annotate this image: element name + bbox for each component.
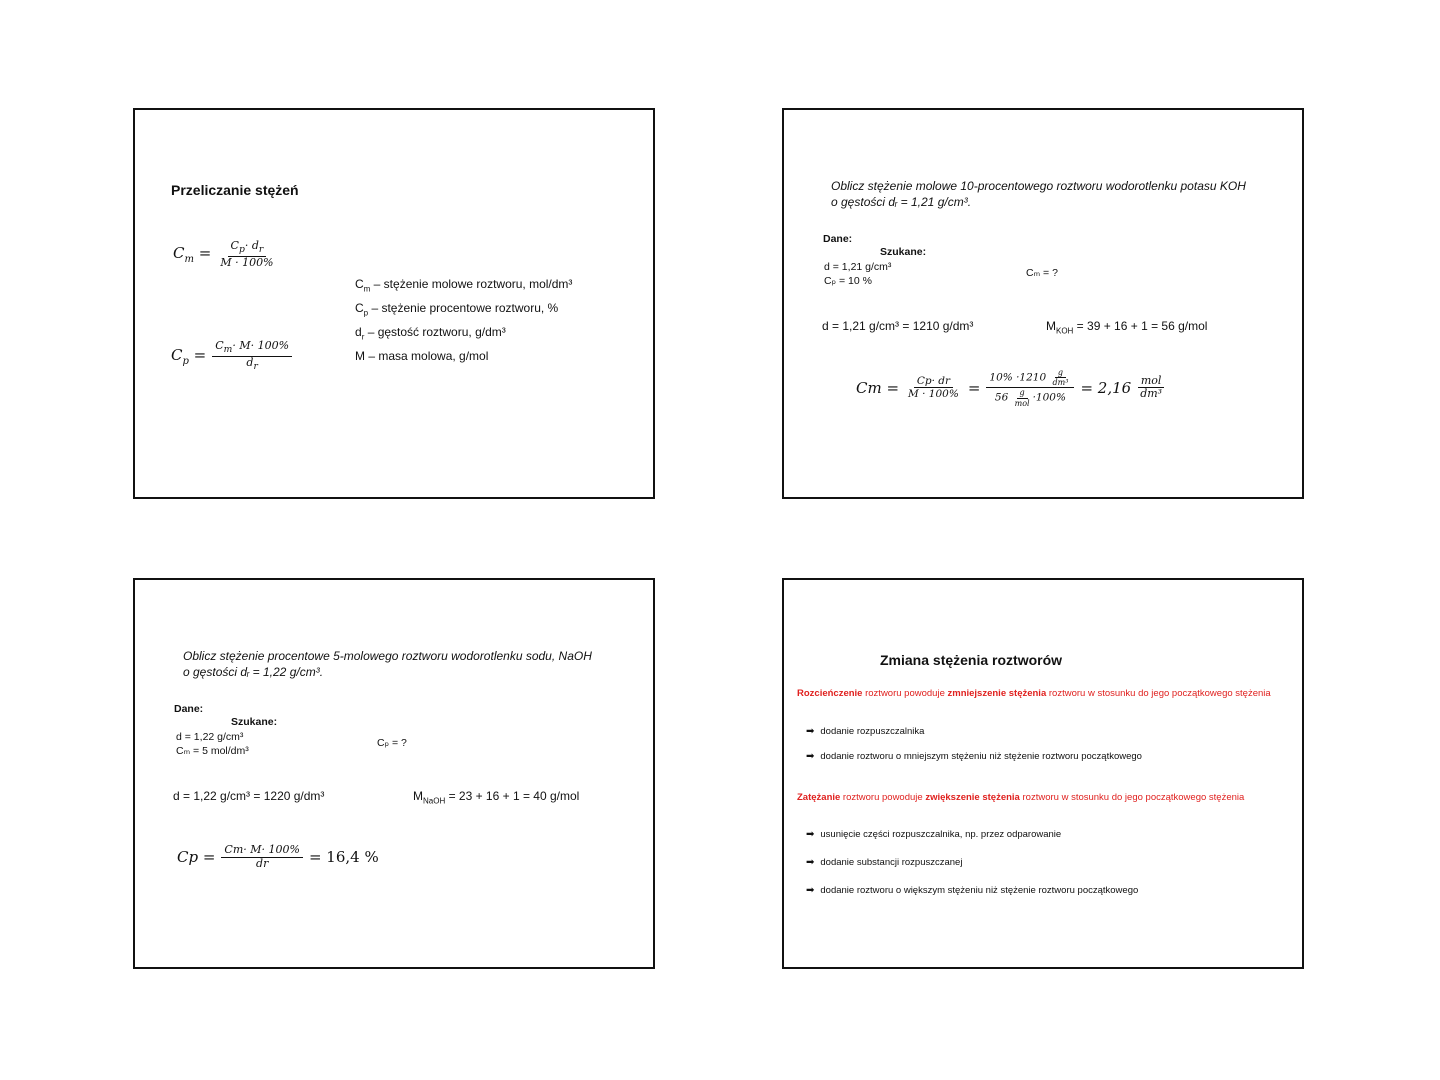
density-conversion: d = 1,22 g/cm³ = 1220 g/dm³ bbox=[173, 789, 325, 803]
list-item: ➡ dodanie substancji rozpuszczanej bbox=[806, 857, 963, 868]
formula-cm: $C_m$ = $\frac{C_p\cdot d_r}{M \cdot 100\%}$ bbox=[173, 239, 274, 269]
wanted-value: Cₚ = ? bbox=[377, 737, 407, 749]
legend-item: $C_p$ – stężenie procentowe roztworu, % bbox=[355, 300, 559, 318]
symbol-legend bbox=[355, 275, 572, 371]
slide-title: Przeliczanie stężeń bbox=[171, 182, 299, 198]
given-values: d = 1,22 g/cm³ Cₘ = 5 mol/dm³ bbox=[176, 731, 249, 757]
list-item: ➡ dodanie roztworu o mniejszym stężeniu niż stężenie roztworu początkowego bbox=[806, 751, 1142, 762]
density-conversion: d = 1,21 g/cm³ = 1210 g/dm³ bbox=[822, 319, 974, 333]
arrow-right-icon: ➡ bbox=[806, 885, 815, 896]
task-text: Oblicz stężenie molowe 10-procentowego roztworu wodorotlenku potasu KOH o gęstości dᵣ = 1,21 g/cm³. bbox=[831, 179, 1246, 209]
calculation: Cm = $\frac{Cp\cdot dr}{M \cdot 100\%}$ = 10% ·1210 $\frac{g}{\text{dm³}}$ 56 $\frac{g}{\text{mol}}$ ·100% = 2,16 $\frac{\text{mol}}{\text{dm³}}$ bbox=[856, 368, 1165, 408]
legend-item: M – masa molowa, g/mol bbox=[355, 348, 489, 363]
concentration-definition: Zatężanie roztworu powoduje zwiększenie stężenia roztworu w stosunku do jego początkowego stężenia bbox=[797, 792, 1245, 803]
slide-title: Zmiana stężenia roztworów bbox=[880, 652, 1063, 668]
legend-item: $C_m$ – stężenie molowe roztworu, mol/dm³ bbox=[355, 277, 573, 294]
arrow-right-icon: ➡ bbox=[806, 829, 815, 840]
given-values: d = 1,21 g/cm³ Cₚ = 10 % bbox=[824, 261, 892, 287]
arrow-right-icon: ➡ bbox=[806, 726, 815, 737]
slide-percent-concentration-example bbox=[133, 578, 655, 969]
given-label: Dane: bbox=[823, 233, 853, 245]
dilution-definition: Rozcieńczenie roztworu powoduje zmniejszenie stężenia roztworu w stosunku do jego początkowego stężenia bbox=[797, 688, 1271, 699]
given-label: Dane: bbox=[174, 703, 204, 715]
list-item: ➡ usunięcie części rozpuszczalnika, np. przez odparowanie bbox=[806, 829, 1062, 840]
formula-cp: $C_p$ = $\frac{C_m\cdot M\cdot 100\%}{d_r}$ bbox=[171, 340, 292, 372]
slide-concentration-conversion bbox=[133, 108, 655, 499]
list-item: ➡ dodanie roztworu o większym stężeniu niż stężenie roztworu początkowego bbox=[806, 885, 1139, 896]
task-text: Oblicz stężenie procentowe 5-molowego roztworu wodorotlenku sodu, NaOH o gęstości dᵣ = 1,22 g/cm³. bbox=[183, 649, 592, 679]
wanted-label: Szukane: bbox=[880, 246, 927, 258]
molar-mass: $M_{KOH} = 39 + 16 + 1 = 56$ g/mol bbox=[1046, 319, 1208, 336]
molar-mass: $M_{NaOH} = 23 + 16 + 1 = 40$ g/mol bbox=[413, 789, 580, 806]
arrow-right-icon: ➡ bbox=[806, 857, 815, 868]
slide-molar-concentration-example bbox=[782, 108, 1304, 499]
wanted-value: Cₘ = ? bbox=[1026, 267, 1058, 279]
calculation: Cp = $\frac{Cm\cdot M\cdot 100\%}{dr}$ = 16,4 % bbox=[177, 843, 379, 870]
list-item: ➡ dodanie rozpuszczalnika bbox=[806, 726, 925, 737]
arrow-right-icon: ➡ bbox=[806, 751, 815, 762]
legend-item: $d_r$ – gęstość roztworu, g/dm³ bbox=[355, 324, 506, 342]
slide-concentration-change bbox=[782, 578, 1304, 969]
wanted-label: Szukane: bbox=[231, 716, 278, 728]
